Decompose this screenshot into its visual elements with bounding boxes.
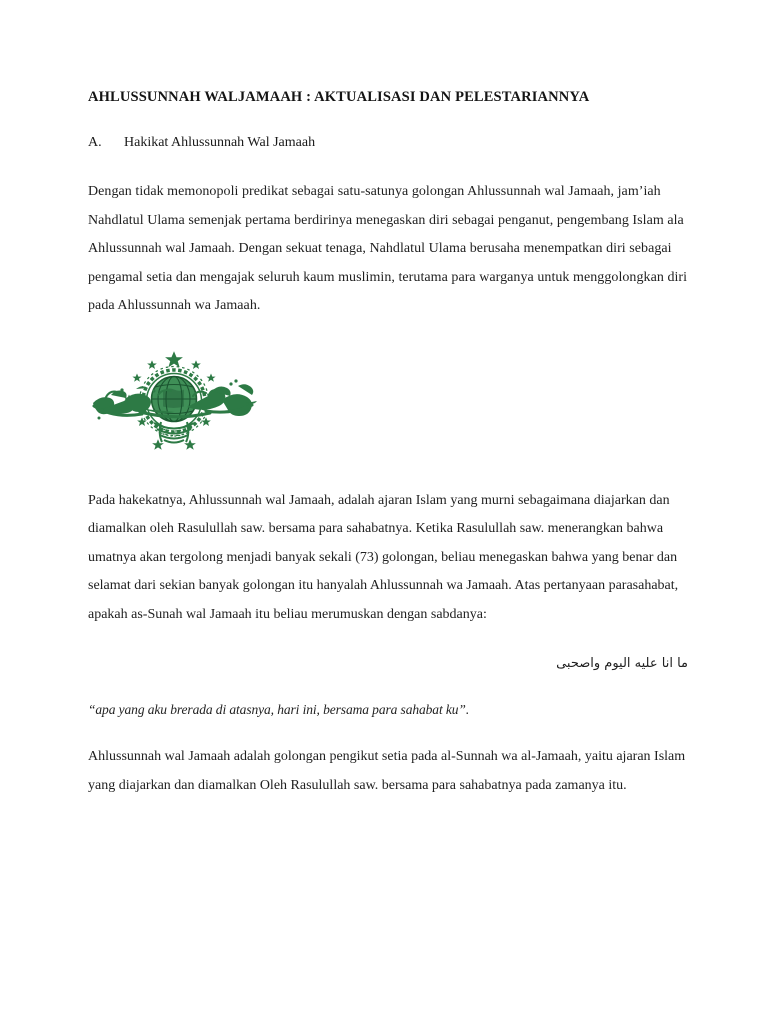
section-letter: A. (88, 134, 102, 150)
nahdlatul-ulama-logo (88, 347, 260, 465)
quote-translation: “apa yang aku brerada di atasnya, hari ini, bersama para sahabat ku”. (88, 702, 470, 718)
hadith-arabic-text: ما انا عليه اليوم واصحبى (556, 656, 688, 672)
logo-star-top (165, 351, 183, 367)
logo-block (88, 347, 688, 467)
paragraph-3: Ahlussunnah wal Jamaah adalah golongan pengikut setia pada al-Sunnah wa al-Jamaah, yaitu ajaran Islam yang diajarkan dan diamalkan Oleh Rasulullah saw. bersama para sahabatnya pada zamanya itu. (88, 749, 686, 793)
page-title: AHLUSSUNNAH WALJAMAAH : AKTUALISASI DAN PELESTARIANNYA (88, 89, 590, 105)
section-heading (88, 134, 688, 153)
paragraph-1: Dengan tidak memonopoli predikat sebagai satu-satunya golongan Ahlussunnah wal Jamaah, jam’iah Nahdlatul Ulama semenjak pertama berdirinya menegaskan diri sebagai penganut, pengembang Islam ala Ahlussunnah wal Jamaah. Dengan sekuat tenaga, Nahdlatul Ulama berusaha menempatkan diri sebagai pengamal setia dan mengajak seluruh kaum muslimin, terutama para warganya untuk menggolongkan diri pada Ahlussunnah wa Jamaah. (88, 184, 688, 314)
paragraph-2: Pada hakekatnya, Ahlussunnah wal Jamaah, adalah ajaran Islam yang murni sebagaimana diajarkan dan diamalkan oleh Rasulullah saw. bersama para sahabatnya. Ketika Rasulullah saw. menerangkan bahwa umatnya akan tergolong menjadi banyak sekali (73) golongan, beliau menegaskan bahwa yang benar dan selamat dari sekian banyak golongan itu hanyalah Ahlussunnah wa Jamaah. Atas pertanyaan parasahabat, apakah as-Sunah wal Jamaah itu beliau merumuskan dengan sabdanya: (88, 492, 679, 622)
section-heading-label: Hakikat Ahlussunnah Wal Jamaah (124, 134, 316, 150)
document-body (88, 88, 688, 812)
